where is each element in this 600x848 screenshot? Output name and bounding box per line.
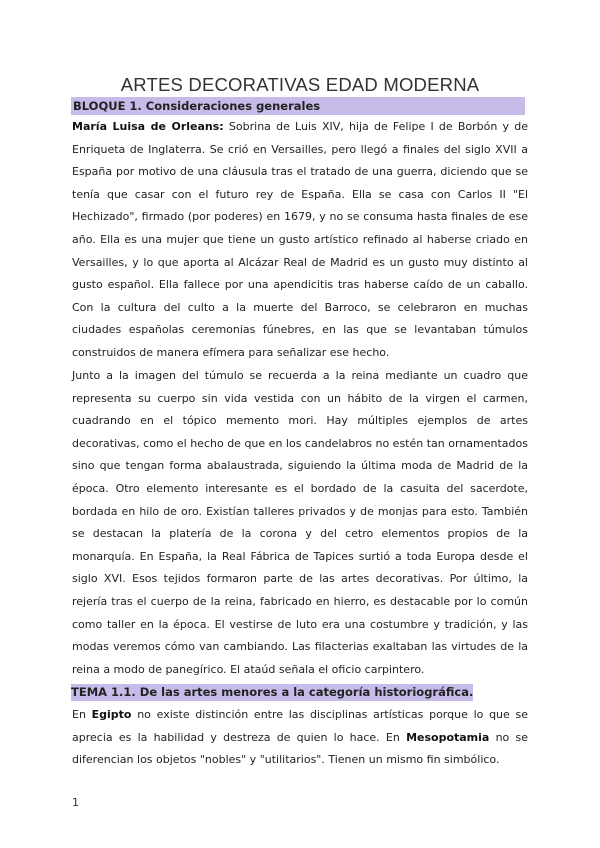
- paragraph-text: no existe distinción entre las disciplinas artísticas porque lo que se aprecia es la habilidad y destreza de quien lo hace. En: [72, 708, 528, 744]
- paragraph-text: no se diferencian los objetos "nobles" y "utilitarios". Tienen un mismo fin simbólico.: [72, 730, 528, 767]
- paragraph-tumulo: Junto a la imagen del túmulo se recuerda a la reina mediante un cuadro que representa su cuerpo sin vida vestida con un hábito de la virgen el carmen, cuadrando en el tópico memento mori. Hay múltiples ejemplos de artes decorativas, como el hecho de que en los candelabros no estén tan ornamentados sino que tengan forma abalaustrada, siguiendo la última moda de Madrid de la época. Otro elemento interesante es el bordado de la casuita del sacerdote, bordada en hilo de oro. Existían talleres privados y de monjas para esto. También se destacan la platería de la corona y del cetro elementos propios de la monarquía. En España, la Real Fábrica de Tapices surtió a toda Europa desde el siglo XVI. Esos tejidos formaron parte de las artes decorativas. Por último, la rejería tras el cuerpo de la reina, fabricado en hierro, es destacable por lo común como taller en la época. El vestirse de luto era una costumbre y tradición, y las modas veremos cómo van cambiando. Las filacterias exaltaban las virtudes de la reina a modo de panegírico. El ataúd señala el oficio carpintero.: [72, 369, 528, 676]
- page-number: 1: [72, 796, 79, 809]
- term-egipto: Egipto: [91, 708, 132, 721]
- section-heading-bloque: BLOQUE 1. Consideraciones generales: [71, 97, 525, 115]
- paragraph-lead: María Luisa de Orleans:: [72, 120, 224, 133]
- paragraph-maria-luisa: [72, 116, 528, 365]
- paragraph-egipto: [72, 704, 528, 772]
- paragraph-text: Sobrina de Luis XIV, hija de Felipe I de Borbón y de Enriqueta de Inglaterra. Se crió en Versailles, pero llegó a finales del siglo XVII a España por motivo de una cláusula tras el tratado de una guerra, diciendo que se tenía que casar con el futuro rey de España. Ella se casa con Carlos II "El Hechizado", firmado (por poderes) en 1679, y no se consuma hasta finales de ese año. Ella es una mujer que tiene un gusto artístico refinado al haberse criado en Versailles, y lo que aporta al Alcázar Real de Madrid es un gusto muy distinto al gusto español. Ella fallece por una apendicitis tras haberse caído de un caballo. Con la cultura del culto a la muerte del Barroco, se celebraron en muchas ciudades españolas ceremonias fúnebres, en las que se levantaban túmulos construidos de manera efímera para señalizar ese hecho.: [72, 120, 529, 359]
- term-mesopotamia: Mesopotamia: [406, 730, 490, 744]
- section-heading-tema: TEMA 1.1. De las artes menores a la categoría historiográfica.: [71, 685, 474, 699]
- paragraph-text: En: [72, 708, 92, 721]
- document-title: ARTES DECORATIVAS EDAD MODERNA: [120, 74, 480, 95]
